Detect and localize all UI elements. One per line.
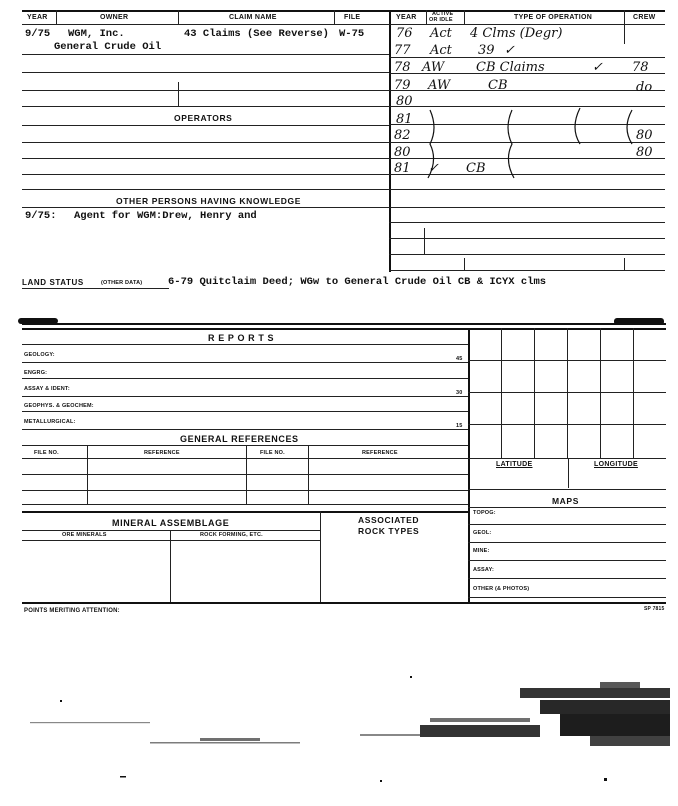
operators-header: OPERATORS bbox=[174, 113, 233, 123]
divider bbox=[22, 530, 320, 531]
divider bbox=[22, 174, 389, 175]
divider bbox=[468, 489, 666, 490]
activity-year-9: 81 bbox=[394, 161, 411, 176]
ditto-brackets bbox=[420, 100, 650, 180]
map-item-topog: TOPOG: bbox=[473, 510, 496, 516]
divider bbox=[389, 10, 391, 272]
divider bbox=[468, 507, 666, 508]
report-label-geology: GEOLOGY: bbox=[24, 352, 55, 358]
activity-crew-3: 78 bbox=[632, 60, 649, 75]
divider bbox=[534, 328, 535, 458]
associated-rock-types-line2: ROCK TYPES bbox=[358, 526, 420, 536]
activity-crew-7: 80 bbox=[636, 128, 653, 143]
divider bbox=[22, 328, 666, 330]
ref-col-file-no-1: FILE NO. bbox=[34, 450, 59, 456]
divider bbox=[56, 10, 57, 24]
divider bbox=[468, 424, 666, 425]
activity-crew-8: 80 bbox=[636, 145, 653, 160]
activity-year-6: 81 bbox=[396, 112, 413, 127]
divider bbox=[22, 504, 468, 505]
divider bbox=[464, 258, 465, 270]
activity-year-4: 79 bbox=[394, 78, 411, 93]
divider bbox=[22, 24, 389, 25]
owner-year: 9/75 bbox=[25, 28, 51, 40]
check-icon: ✓ bbox=[592, 60, 603, 75]
report-code-geology: 45 bbox=[456, 356, 463, 362]
divider bbox=[22, 396, 468, 397]
points-meriting-attention-label: POINTS MERITING ATTENTION: bbox=[24, 608, 120, 614]
divider bbox=[22, 445, 468, 446]
divider bbox=[22, 207, 389, 208]
divider bbox=[633, 328, 634, 458]
divider bbox=[22, 362, 468, 363]
map-item-geol: GEOL: bbox=[473, 530, 492, 536]
activity-crew-4: do bbox=[636, 80, 653, 95]
divider bbox=[22, 490, 468, 491]
divider bbox=[22, 158, 389, 159]
divider bbox=[246, 445, 247, 504]
divider bbox=[22, 540, 320, 541]
report-label-assay: ASSAY & IDENT: bbox=[24, 386, 70, 392]
report-label-engrg: ENGRG: bbox=[24, 370, 48, 376]
activity-year-1: 76 bbox=[396, 26, 413, 41]
activity-type-9: CB bbox=[466, 161, 486, 176]
divider bbox=[87, 445, 88, 504]
divider bbox=[22, 72, 389, 73]
divider bbox=[389, 222, 665, 223]
land-status-label: LAND STATUS bbox=[22, 278, 84, 287]
divider bbox=[22, 106, 389, 107]
divider bbox=[308, 445, 309, 504]
col-header-activity-year: YEAR bbox=[396, 14, 417, 21]
activity-type-3: CB Claims bbox=[476, 60, 545, 75]
map-item-mine: MINE: bbox=[473, 548, 490, 554]
divider bbox=[468, 597, 666, 598]
divider bbox=[468, 524, 666, 525]
other-persons-header: OTHER PERSONS HAVING KNOWLEDGE bbox=[116, 196, 302, 206]
activity-type-1: 4 Clms (Degr) bbox=[470, 26, 563, 41]
other-persons-year: 9/75: bbox=[25, 210, 57, 222]
activity-year-3: 78 bbox=[394, 60, 411, 75]
divider bbox=[22, 458, 468, 459]
col-header-owner: OWNER bbox=[100, 14, 129, 21]
activity-year-8: 80 bbox=[394, 145, 411, 160]
divider bbox=[334, 10, 335, 24]
divider bbox=[624, 10, 625, 44]
activity-year-7: 82 bbox=[394, 128, 411, 143]
general-references-header: GENERAL REFERENCES bbox=[180, 434, 299, 444]
divider bbox=[501, 328, 502, 458]
divider bbox=[468, 458, 666, 459]
divider bbox=[320, 511, 321, 602]
divider bbox=[424, 228, 425, 254]
divider bbox=[22, 344, 468, 345]
divider bbox=[22, 189, 389, 190]
divider bbox=[22, 288, 169, 289]
ref-col-reference-1: REFERENCE bbox=[144, 450, 180, 456]
activity-year-5: 80 bbox=[396, 94, 413, 109]
divider bbox=[389, 270, 665, 271]
land-status-text: 6-79 Quitclaim Deed; WGw to General Crude Oil CB & ICYX clms bbox=[168, 276, 547, 288]
divider bbox=[178, 82, 179, 106]
divider bbox=[22, 142, 389, 143]
owner-name: WGM, Inc. bbox=[68, 28, 125, 40]
divider bbox=[22, 378, 468, 379]
check-icon: ✓ bbox=[504, 43, 515, 58]
claim-name: 43 Claims (See Reverse) bbox=[184, 28, 329, 40]
file-number: W-75 bbox=[339, 28, 365, 40]
activity-status-2: Act bbox=[430, 43, 452, 58]
divider bbox=[22, 125, 389, 126]
col-header-type-of-operation: TYPE OF OPERATION bbox=[514, 14, 593, 21]
divider bbox=[22, 602, 666, 604]
divider bbox=[22, 511, 468, 513]
check-icon: ✓ bbox=[428, 161, 439, 176]
report-code-assay: 30 bbox=[456, 390, 463, 396]
divider bbox=[22, 411, 468, 412]
divider bbox=[567, 328, 568, 458]
divider bbox=[389, 238, 665, 239]
col-header-year: YEAR bbox=[27, 14, 48, 21]
divider bbox=[468, 360, 666, 361]
divider bbox=[22, 474, 468, 475]
longitude-label: LONGITUDE bbox=[594, 461, 638, 468]
scan-noise bbox=[0, 670, 678, 806]
divider bbox=[22, 54, 389, 55]
divider bbox=[464, 10, 465, 24]
ref-col-reference-2: REFERENCE bbox=[362, 450, 398, 456]
divider bbox=[389, 254, 665, 255]
other-persons-text: Agent for WGM:Drew, Henry and bbox=[74, 210, 257, 222]
col-header-active: ACTIVE bbox=[432, 11, 454, 17]
ref-col-file-no-2: FILE NO. bbox=[260, 450, 285, 456]
divider bbox=[568, 458, 569, 488]
divider bbox=[600, 328, 601, 458]
divider bbox=[22, 429, 468, 430]
divider bbox=[178, 10, 179, 24]
report-code-metallurgical: 15 bbox=[456, 423, 463, 429]
col-header-claim-name: CLAIM NAME bbox=[229, 14, 277, 21]
activity-type-4: CB bbox=[488, 78, 508, 93]
reports-header: R E P O R T S bbox=[208, 333, 275, 343]
divider bbox=[22, 90, 389, 91]
col-header-crew: CREW bbox=[633, 14, 656, 21]
map-item-assay: ASSAY: bbox=[473, 567, 495, 573]
report-label-metallurgical: METALLURGICAL: bbox=[24, 419, 76, 425]
mineral-assemblage-header: MINERAL ASSEMBLAGE bbox=[112, 518, 230, 528]
activity-type-2: 39 bbox=[478, 43, 495, 58]
land-status-sub-label: (OTHER DATA) bbox=[101, 280, 143, 286]
col-header-or-idle: OR IDLE bbox=[429, 17, 453, 23]
divider bbox=[624, 258, 625, 270]
report-label-geophys: GEOPHYS. & GEOCHEM: bbox=[24, 403, 94, 409]
activity-status-3: AW bbox=[422, 60, 445, 75]
divider bbox=[426, 10, 427, 24]
latitude-label: LATITUDE bbox=[496, 461, 533, 468]
divider bbox=[389, 189, 665, 190]
associated-rock-types-line1: ASSOCIATED bbox=[358, 515, 420, 525]
map-item-other: OTHER (& PHOTOS) bbox=[473, 586, 530, 592]
form-number: SP 7815 bbox=[644, 606, 665, 612]
maps-header: MAPS bbox=[552, 496, 579, 506]
rock-forming-label: ROCK FORMING, ETC. bbox=[200, 532, 263, 538]
divider bbox=[468, 542, 666, 543]
activity-year-2: 77 bbox=[394, 43, 411, 58]
activity-status-4: AW bbox=[428, 78, 451, 93]
col-header-file: FILE bbox=[344, 14, 361, 21]
divider bbox=[389, 207, 665, 208]
divider bbox=[22, 323, 666, 325]
divider bbox=[468, 560, 666, 561]
activity-status-1: Act bbox=[430, 26, 452, 41]
ore-minerals-label: ORE MINERALS bbox=[62, 532, 107, 538]
divider bbox=[468, 578, 666, 579]
divider bbox=[468, 392, 666, 393]
owner-name-2: General Crude Oil bbox=[54, 41, 162, 53]
divider bbox=[170, 530, 171, 602]
